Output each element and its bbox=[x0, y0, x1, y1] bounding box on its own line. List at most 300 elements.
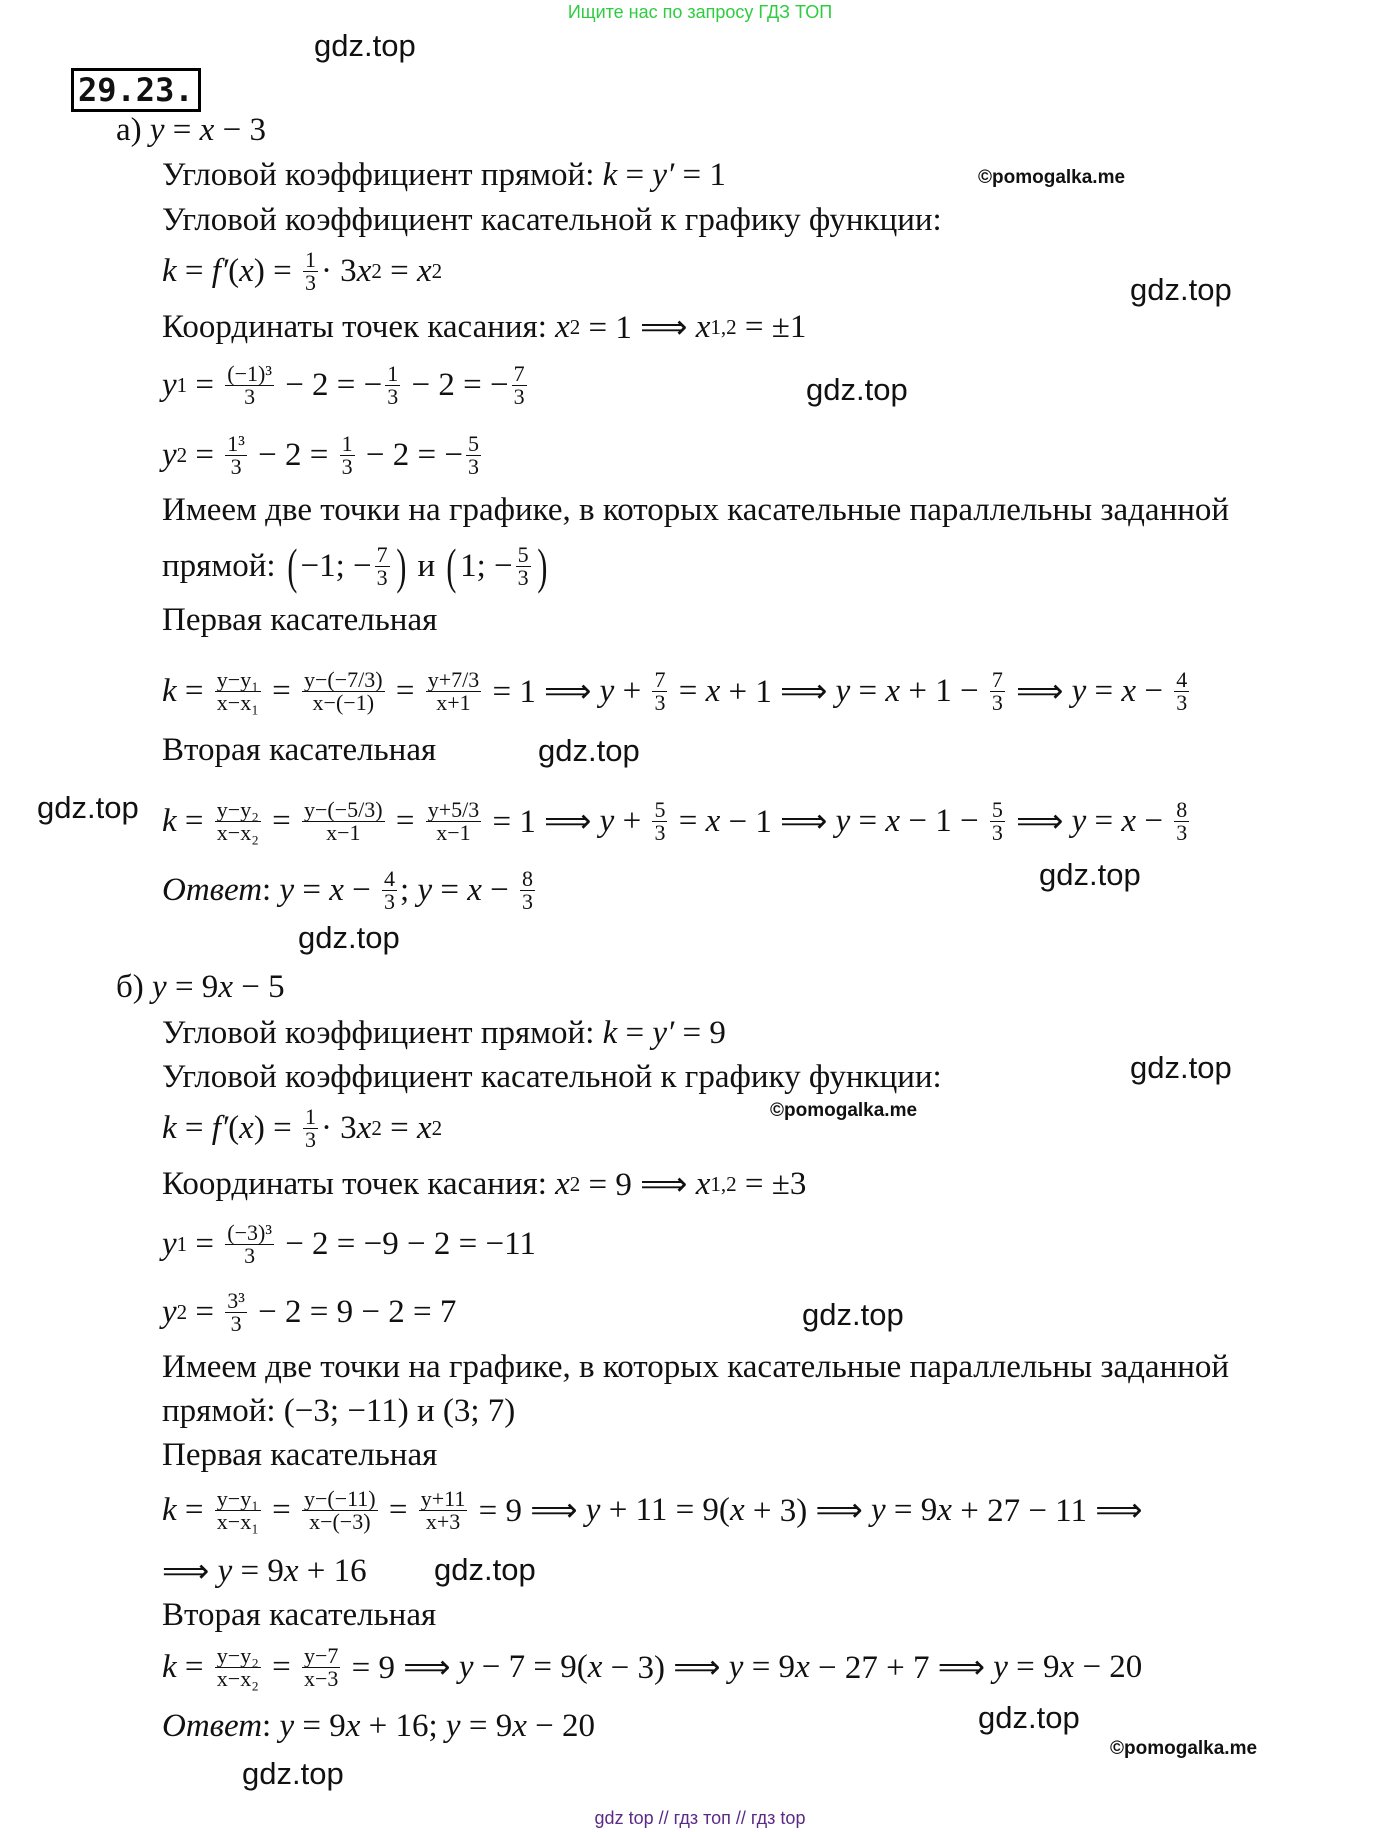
math-variable: y′ bbox=[652, 156, 675, 193]
numerator: 3³ bbox=[227, 1287, 245, 1313]
math-variable: x bbox=[356, 252, 372, 289]
math-variable: k bbox=[162, 1109, 177, 1146]
numerator: 5 bbox=[991, 796, 1003, 822]
math-variable: y bbox=[217, 1552, 233, 1589]
gdz-watermark: gdz.top bbox=[242, 1756, 344, 1791]
pomogalka-watermark: ©pomogalka.me bbox=[1110, 1738, 1258, 1759]
numerator: 1 bbox=[387, 360, 399, 386]
math-variable: y bbox=[279, 871, 295, 908]
solution-line bbox=[162, 362, 530, 408]
math-variable: k bbox=[602, 156, 618, 193]
solution-line bbox=[162, 152, 726, 198]
text-run: б) bbox=[116, 968, 153, 1005]
text-run: = bbox=[387, 672, 423, 709]
text-run: = bbox=[176, 1109, 212, 1146]
solution-line bbox=[162, 197, 942, 243]
solution-line bbox=[162, 1592, 436, 1638]
fraction bbox=[225, 360, 274, 409]
text-run: = 9 bbox=[885, 1491, 938, 1528]
numerator: 1 bbox=[341, 430, 353, 456]
denominator: 3 bbox=[654, 689, 666, 715]
math-variable: x bbox=[695, 1165, 711, 1202]
solution-line bbox=[162, 1703, 595, 1749]
text-run: = 9 bbox=[743, 1648, 796, 1685]
text-run: − 5 bbox=[232, 968, 285, 1005]
denominator: 3 bbox=[341, 453, 353, 479]
math-variable: y bbox=[993, 1648, 1008, 1685]
math-variable: x bbox=[1121, 802, 1137, 839]
denominator: 3 bbox=[1176, 689, 1188, 715]
fraction bbox=[340, 430, 355, 479]
solution-line bbox=[162, 1054, 942, 1100]
math-variable: x bbox=[283, 1552, 299, 1589]
text-run: Координаты точек касания: bbox=[162, 308, 556, 345]
text-run: + 16 bbox=[298, 1552, 367, 1589]
text-run: 1; − bbox=[460, 547, 513, 584]
math-variable: x bbox=[329, 871, 344, 908]
text-run: = bbox=[263, 802, 299, 839]
superscript: 2 bbox=[431, 258, 443, 283]
denominator: x−x₂ bbox=[216, 1665, 259, 1691]
denominator: 3 bbox=[304, 269, 316, 295]
gdz-watermark: gdz.top bbox=[314, 28, 416, 63]
text-run: Имеем две точки на графике, в которых касательные параллельны заданной bbox=[162, 1348, 1230, 1385]
fraction bbox=[225, 1287, 247, 1336]
denominator: 3 bbox=[244, 383, 256, 409]
fraction bbox=[512, 360, 527, 409]
solution-line bbox=[162, 727, 436, 773]
text-run: = 9 bbox=[294, 1707, 346, 1744]
text-run: + 1 − bbox=[900, 672, 987, 709]
fraction bbox=[426, 666, 482, 715]
denominator: x+1 bbox=[436, 689, 471, 715]
text-run: = 9 bbox=[1007, 1648, 1060, 1685]
text-run: ) = bbox=[253, 252, 300, 289]
math-variable: x bbox=[705, 672, 721, 709]
text-run: + 16; bbox=[360, 1707, 446, 1744]
numerator: 1 bbox=[304, 1103, 316, 1129]
text-run: − 7 = 9( bbox=[473, 1648, 588, 1685]
text-run: + bbox=[614, 802, 650, 839]
text-run: ⟹ bbox=[1007, 674, 1072, 710]
denominator: 3 bbox=[244, 1242, 256, 1268]
text-run: = 1 ⟹ bbox=[484, 674, 600, 710]
numerator: 8 bbox=[522, 865, 533, 891]
text-run: − 2 = − bbox=[357, 436, 463, 473]
fraction bbox=[466, 430, 481, 479]
math-variable: y bbox=[599, 802, 615, 839]
solution-line bbox=[162, 248, 442, 294]
denominator: x−1 bbox=[326, 819, 361, 845]
math-variable: x bbox=[239, 252, 254, 289]
text-run: = bbox=[850, 802, 886, 839]
text-run: = bbox=[381, 1109, 417, 1146]
text-run: = bbox=[263, 1648, 299, 1685]
math-variable: y bbox=[1071, 672, 1087, 709]
fraction bbox=[385, 360, 400, 409]
text-run: = ±3 bbox=[736, 1165, 807, 1202]
big-paren: ) bbox=[395, 538, 406, 594]
text-run: = bbox=[617, 1014, 653, 1051]
text-run: − 3) ⟹ bbox=[602, 1650, 729, 1686]
math-variable: x bbox=[218, 968, 233, 1005]
text-run: − bbox=[1136, 672, 1172, 709]
text-run: : bbox=[262, 871, 280, 908]
superscript: 2 bbox=[371, 1115, 382, 1140]
fraction bbox=[516, 541, 531, 590]
text-run: Вторая касательная bbox=[162, 1596, 437, 1633]
numerator: y−y₁ bbox=[216, 666, 259, 692]
text-run: Координаты точек касания: bbox=[162, 1165, 556, 1202]
denominator: 3 bbox=[467, 453, 479, 479]
text-run: + 1 ⟹ bbox=[720, 674, 836, 710]
denominator: x−1 bbox=[436, 819, 471, 845]
superscript: 2 bbox=[371, 258, 382, 283]
text-run: ) = bbox=[253, 1109, 300, 1146]
text-run: : bbox=[262, 1707, 280, 1744]
denominator: x−3 bbox=[303, 1665, 339, 1691]
text-run: = bbox=[164, 111, 200, 148]
denominator: 3 bbox=[1176, 819, 1188, 845]
solution-line bbox=[162, 1548, 367, 1594]
text-run: − 2 = 9 − 2 = 7 bbox=[249, 1293, 457, 1330]
math-variable: y bbox=[728, 1648, 744, 1685]
gdz-watermark: gdz.top bbox=[538, 733, 640, 768]
fraction bbox=[382, 865, 397, 914]
solution-line bbox=[162, 1221, 536, 1267]
text-run: − 2 = − bbox=[403, 366, 509, 403]
math-variable: y bbox=[599, 672, 615, 709]
math-variable: y bbox=[871, 1491, 886, 1528]
math-variable: k bbox=[162, 1491, 177, 1528]
solution-line bbox=[162, 487, 1229, 533]
text-run: − 20 bbox=[526, 1707, 595, 1744]
solution-line bbox=[116, 964, 285, 1010]
denominator: 3 bbox=[230, 453, 242, 479]
text-run: = bbox=[1086, 672, 1122, 709]
fraction bbox=[1174, 666, 1189, 715]
math-variable: Ответ bbox=[162, 871, 263, 908]
fraction bbox=[652, 796, 667, 845]
math-variable: x bbox=[512, 1707, 527, 1744]
math-variable: x bbox=[199, 111, 215, 148]
text-run: − bbox=[1136, 802, 1172, 839]
text-run: = bbox=[380, 1491, 416, 1528]
text-run: = 9 bbox=[166, 968, 219, 1005]
superscript: 2 bbox=[431, 1115, 443, 1140]
numerator: y+7/3 bbox=[427, 666, 480, 692]
denominator: 3 bbox=[376, 564, 388, 590]
text-run: прямой: (−3; −11) и (3; 7) bbox=[162, 1392, 516, 1429]
fraction bbox=[215, 1485, 261, 1534]
denominator: x+3 bbox=[425, 1508, 461, 1534]
fraction bbox=[419, 1485, 468, 1534]
math-variable: x bbox=[1059, 1648, 1075, 1685]
text-run: = bbox=[187, 436, 223, 473]
fraction bbox=[302, 1485, 378, 1534]
math-variable: x bbox=[1121, 672, 1137, 709]
text-run: Вторая касательная bbox=[162, 731, 437, 768]
solution-line bbox=[162, 1344, 1229, 1390]
fraction bbox=[520, 865, 535, 914]
fraction bbox=[990, 666, 1005, 715]
math-variable: y bbox=[162, 1293, 177, 1330]
denominator: 3 bbox=[654, 819, 666, 845]
math-variable: k bbox=[162, 252, 177, 289]
gdz-watermark: gdz.top bbox=[298, 920, 400, 955]
denominator: 3 bbox=[387, 383, 399, 409]
denominator: 3 bbox=[230, 1310, 242, 1336]
text-run: = bbox=[432, 871, 468, 908]
math-variable: x bbox=[937, 1491, 952, 1528]
fraction bbox=[303, 1103, 318, 1152]
math-variable: k bbox=[162, 1648, 177, 1685]
denominator: x−(−3) bbox=[309, 1508, 371, 1534]
fraction bbox=[303, 246, 318, 295]
fraction bbox=[215, 1642, 261, 1691]
problem-number: 29.23. bbox=[71, 68, 201, 112]
pomogalka-watermark: ©pomogalka.me bbox=[770, 1100, 918, 1121]
math-variable: y bbox=[445, 1707, 461, 1744]
math-variable: y′ bbox=[652, 1014, 675, 1051]
math-variable: y bbox=[162, 1225, 177, 1262]
text-run: ; bbox=[400, 871, 418, 908]
numerator: 5 bbox=[517, 541, 529, 567]
math-variable: y bbox=[835, 672, 851, 709]
numerator: 7 bbox=[513, 360, 525, 386]
numerator: 7 bbox=[376, 541, 388, 567]
math-variable: x bbox=[239, 1109, 254, 1146]
denominator: 3 bbox=[991, 819, 1003, 845]
math-variable: y bbox=[1071, 802, 1087, 839]
math-variable: x bbox=[587, 1648, 603, 1685]
math-variable: x bbox=[795, 1648, 810, 1685]
denominator: 3 bbox=[384, 888, 396, 914]
denominator: x−x₁ bbox=[216, 689, 259, 715]
math-variable: x bbox=[345, 1707, 361, 1744]
math-variable: Ответ bbox=[162, 1707, 263, 1744]
numerator: y−(−11) bbox=[303, 1485, 376, 1511]
numerator: y+5/3 bbox=[427, 796, 480, 822]
text-run: = 1 bbox=[674, 156, 726, 193]
text-run: Имеем две точки на графике, в которых касательные параллельны заданной bbox=[162, 491, 1230, 528]
text-run: Угловой коэффициент касательной к графику функции: bbox=[162, 1058, 942, 1095]
denominator: x−x₁ bbox=[216, 1508, 259, 1534]
text-run: и bbox=[409, 547, 444, 584]
math-variable: y bbox=[835, 802, 851, 839]
numerator: 5 bbox=[654, 796, 666, 822]
text-run: = bbox=[187, 1225, 223, 1262]
text-run: + bbox=[614, 672, 650, 709]
text-run: + 11 = 9( bbox=[600, 1491, 730, 1528]
text-run: = bbox=[263, 1491, 299, 1528]
subscript: 1,2 bbox=[710, 1171, 737, 1196]
math-variable: x bbox=[416, 252, 432, 289]
subscript: 1 bbox=[176, 372, 188, 397]
math-variable: x bbox=[416, 1109, 432, 1146]
text-run: − bbox=[481, 871, 517, 908]
gdz-watermark: gdz.top bbox=[978, 1700, 1080, 1735]
solution-line bbox=[162, 1432, 437, 1478]
math-variable: x bbox=[885, 802, 901, 839]
fraction bbox=[225, 1219, 274, 1268]
math-variable: x bbox=[729, 1491, 745, 1528]
big-paren: ( bbox=[446, 538, 457, 594]
math-variable: k bbox=[602, 1014, 618, 1051]
numerator: 8 bbox=[1176, 796, 1188, 822]
numerator: 7 bbox=[991, 666, 1003, 692]
math-variable: x bbox=[555, 308, 570, 345]
numerator: 1 bbox=[304, 246, 316, 272]
denominator: x−x₂ bbox=[216, 819, 259, 845]
solution-line bbox=[162, 1010, 726, 1056]
numerator: 4 bbox=[384, 865, 396, 891]
numerator: y+11 bbox=[420, 1485, 466, 1511]
footer-links[interactable]: gdz top // гдз топ // гдз top bbox=[594, 1808, 806, 1828]
text-run: = bbox=[670, 672, 706, 709]
numerator: y−y₂ bbox=[216, 1642, 259, 1668]
math-variable: x bbox=[356, 1109, 372, 1146]
solution-line bbox=[162, 798, 1192, 844]
denominator: 3 bbox=[517, 564, 529, 590]
math-variable: x bbox=[695, 308, 711, 345]
text-run: − 1 ⟹ bbox=[720, 804, 836, 840]
solution-line bbox=[162, 538, 550, 594]
gdz-watermark: gdz.top bbox=[1130, 1050, 1232, 1085]
text-run: = bbox=[263, 672, 299, 709]
fraction bbox=[215, 666, 261, 715]
text-run: = bbox=[176, 252, 212, 289]
superscript: 2 bbox=[569, 1171, 581, 1196]
text-run: = 9 ⟹ bbox=[470, 1493, 586, 1529]
numerator: y−(−5/3) bbox=[303, 796, 383, 822]
text-run: · 3 bbox=[320, 1109, 357, 1146]
fraction bbox=[426, 796, 482, 845]
numerator: y−y₁ bbox=[216, 1485, 259, 1511]
fraction bbox=[990, 796, 1005, 845]
gdz-watermark: gdz.top bbox=[37, 790, 139, 825]
text-run: −1; − bbox=[300, 547, 372, 584]
math-variable: y bbox=[152, 968, 167, 1005]
text-run: Угловой коэффициент прямой: bbox=[162, 1014, 603, 1051]
math-variable: k bbox=[162, 802, 177, 839]
text-run: − 1 − bbox=[900, 802, 987, 839]
text-run: − 27 + 7 ⟹ bbox=[809, 1650, 994, 1686]
text-run: = ±1 bbox=[736, 308, 807, 345]
math-variable: y bbox=[585, 1491, 601, 1528]
math-variable: f′ bbox=[211, 1109, 229, 1146]
solution-line bbox=[162, 1388, 515, 1434]
text-run: = bbox=[294, 871, 330, 908]
text-run: прямой: bbox=[162, 547, 284, 584]
text-run: − 2 = − bbox=[276, 366, 383, 403]
solution-line bbox=[162, 668, 1192, 714]
fraction bbox=[225, 430, 247, 479]
fraction bbox=[302, 796, 385, 845]
gdz-watermark: gdz.top bbox=[1130, 272, 1232, 307]
header-banner[interactable]: Ищите нас по запросу ГДЗ ТОП bbox=[567, 2, 833, 22]
text-run: Угловой коэффициент прямой: bbox=[162, 156, 603, 193]
text-run: ( bbox=[228, 252, 240, 289]
math-variable: y bbox=[162, 436, 177, 473]
text-run: = 1 ⟹ bbox=[484, 804, 600, 840]
big-paren: ) bbox=[536, 538, 547, 594]
text-run: = bbox=[1086, 802, 1122, 839]
numerator: y−(−7/3) bbox=[303, 666, 383, 692]
gdz-watermark: gdz.top bbox=[434, 1552, 536, 1587]
text-run: − 3 bbox=[214, 111, 266, 148]
text-run: = 1 ⟹ bbox=[580, 310, 696, 346]
text-run: = bbox=[850, 672, 886, 709]
text-run: ⟹ bbox=[162, 1554, 218, 1590]
text-run: ( bbox=[228, 1109, 240, 1146]
denominator: 3 bbox=[304, 1126, 316, 1152]
solution-line bbox=[116, 107, 266, 153]
math-variable: y bbox=[149, 111, 165, 148]
text-run: + 27 − 11 ⟹ bbox=[951, 1493, 1143, 1529]
text-run: Угловой коэффициент касательной к графику функции: bbox=[162, 201, 942, 238]
text-run: = 9 bbox=[460, 1707, 513, 1744]
gdz-watermark: gdz.top bbox=[1039, 857, 1141, 892]
solution-line bbox=[162, 1487, 1143, 1533]
math-variable: k bbox=[162, 672, 177, 709]
text-run: = bbox=[381, 252, 417, 289]
fraction bbox=[302, 1642, 340, 1691]
text-run: = bbox=[670, 802, 706, 839]
fraction bbox=[375, 541, 390, 590]
text-run: − 2 = bbox=[249, 436, 337, 473]
text-run: Первая касательная bbox=[162, 1436, 438, 1473]
fraction bbox=[1174, 796, 1189, 845]
text-run: = 9 ⟹ bbox=[580, 1167, 696, 1203]
solution-line bbox=[162, 1161, 806, 1207]
numerator: 1³ bbox=[227, 430, 245, 456]
text-run: = bbox=[176, 802, 212, 839]
text-run: = 9 ⟹ bbox=[343, 1650, 459, 1686]
numerator: (−3)³ bbox=[227, 1219, 272, 1245]
solution-line bbox=[162, 597, 437, 643]
gdz-watermark: gdz.top bbox=[806, 372, 908, 407]
text-run: = bbox=[187, 1293, 223, 1330]
text-run: = bbox=[176, 1491, 212, 1528]
numerator: y−y₂ bbox=[216, 796, 259, 822]
solution-line bbox=[162, 304, 806, 350]
text-run: − 2 = −9 − 2 = −11 bbox=[276, 1225, 536, 1262]
text-run: = bbox=[387, 802, 423, 839]
math-variable: y bbox=[162, 366, 177, 403]
fraction bbox=[652, 666, 667, 715]
text-run: = bbox=[176, 1648, 212, 1685]
text-run: = bbox=[187, 366, 223, 403]
math-variable: x bbox=[705, 802, 721, 839]
math-variable: x bbox=[885, 672, 901, 709]
text-run: · 3 bbox=[320, 252, 357, 289]
text-run: + 3) ⟹ bbox=[744, 1493, 872, 1529]
text-run: = 9 bbox=[674, 1014, 726, 1051]
solution-line bbox=[162, 867, 538, 913]
subscript: 1 bbox=[176, 1231, 188, 1256]
denominator: 3 bbox=[513, 383, 525, 409]
math-variable: y bbox=[417, 871, 433, 908]
math-variable: y bbox=[279, 1707, 295, 1744]
fraction bbox=[215, 796, 261, 845]
pomogalka-watermark: ©pomogalka.me bbox=[978, 167, 1126, 188]
superscript: 2 bbox=[569, 314, 581, 339]
denominator: 3 bbox=[522, 888, 533, 914]
text-run: а) bbox=[116, 111, 150, 148]
solution-line bbox=[162, 1289, 456, 1335]
text-run: − bbox=[343, 871, 380, 908]
